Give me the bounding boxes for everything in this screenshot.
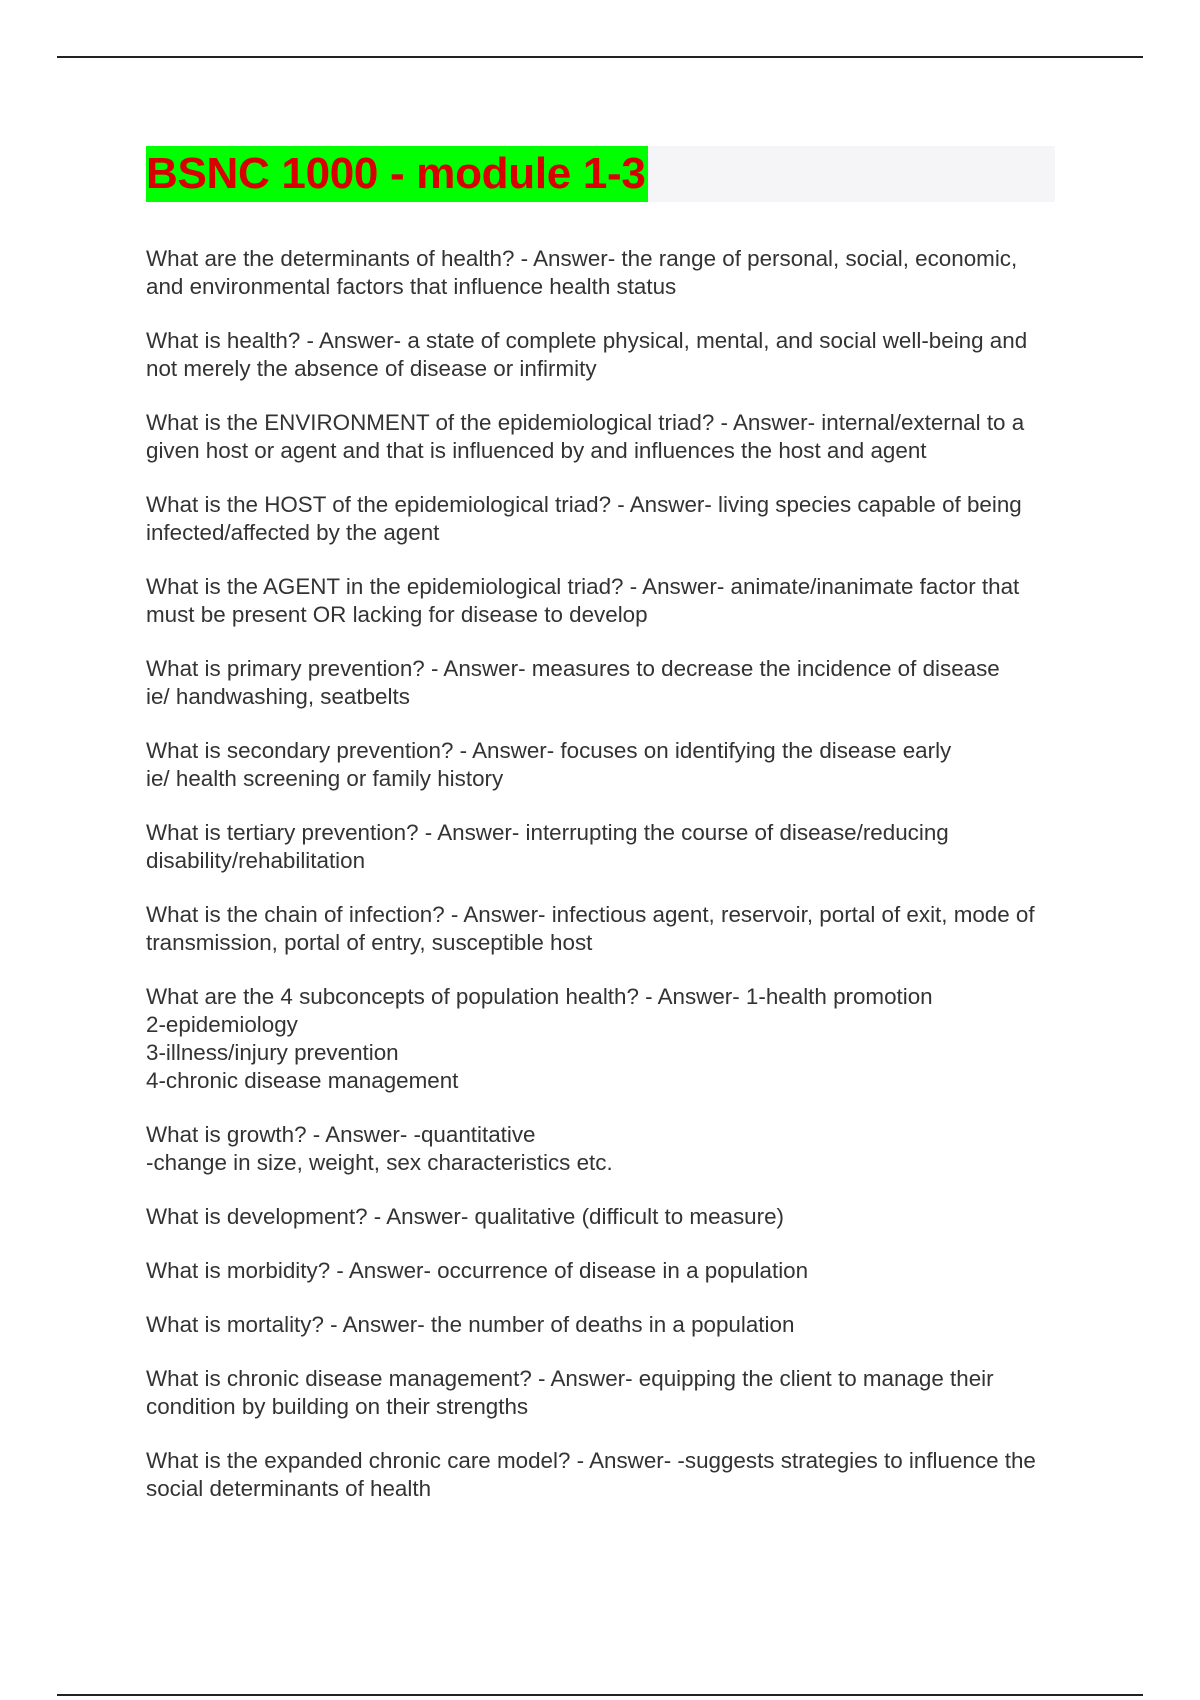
qa-item-determinants-of-health: What are the determinants of health? - Answer- the range of personal, social, economic, and environmental factors that influence health status: [146, 246, 1018, 299]
qa-list: [146, 245, 1056, 1529]
document-title: BSNC 1000 - module 1-3: [146, 146, 648, 202]
qa-item-host: What is the HOST of the epidemiological triad? - Answer- living species capable of being infected/affected by the agent: [146, 492, 1022, 545]
qa-item-development: What is development? - Answer- qualitative (difficult to measure): [146, 1204, 785, 1229]
qa-item-chronic-disease-management: What is chronic disease management? - Answer- equipping the client to manage their condition by building on their strengths: [146, 1366, 994, 1419]
qa-item-health: What is health? - Answer- a state of complete physical, mental, and social well-being and not merely the absence of disease or infirmity: [146, 328, 1028, 381]
qa-item-environment: What is the ENVIRONMENT of the epidemiological triad? - Answer- internal/external to a given host or agent and that is influenced by and influences the host and agent: [146, 410, 1025, 463]
qa-item-expanded-chronic-care-model: What is the expanded chronic care model? - Answer- -suggests strategies to influence the social determinants of health: [146, 1448, 1036, 1501]
qa-item-growth: What is growth? - Answer- -quantitative -change in size, weight, sex characteristics etc.: [146, 1122, 613, 1175]
qa-item-population-health-subconcepts: What are the 4 subconcepts of population health? - Answer- 1-health promotion 2-epidemiology 3-illness/injury prevention 4-chronic disease management: [146, 984, 933, 1093]
qa-item-chain-of-infection: What is the chain of infection? - Answer- infectious agent, reservoir, portal of exit, mode of transmission, portal of entry, susceptible host: [146, 902, 1035, 955]
qa-item-primary-prevention: What is primary prevention? - Answer- measures to decrease the incidence of disease ie/ handwashing, seatbelts: [146, 656, 1000, 709]
qa-item-secondary-prevention: What is secondary prevention? - Answer- focuses on identifying the disease early ie/ health screening or family history: [146, 738, 952, 791]
qa-item-tertiary-prevention: What is tertiary prevention? - Answer- interrupting the course of disease/reducing disability/rehabilitation: [146, 820, 949, 873]
qa-item-mortality: What is mortality? - Answer- the number of deaths in a population: [146, 1312, 795, 1337]
top-divider: [57, 56, 1143, 58]
bottom-divider: [57, 1694, 1143, 1696]
qa-item-agent: What is the AGENT in the epidemiological triad? - Answer- animate/inanimate factor that must be present OR lacking for disease to develop: [146, 574, 1020, 627]
qa-item-morbidity: What is morbidity? - Answer- occurrence of disease in a population: [146, 1258, 809, 1283]
